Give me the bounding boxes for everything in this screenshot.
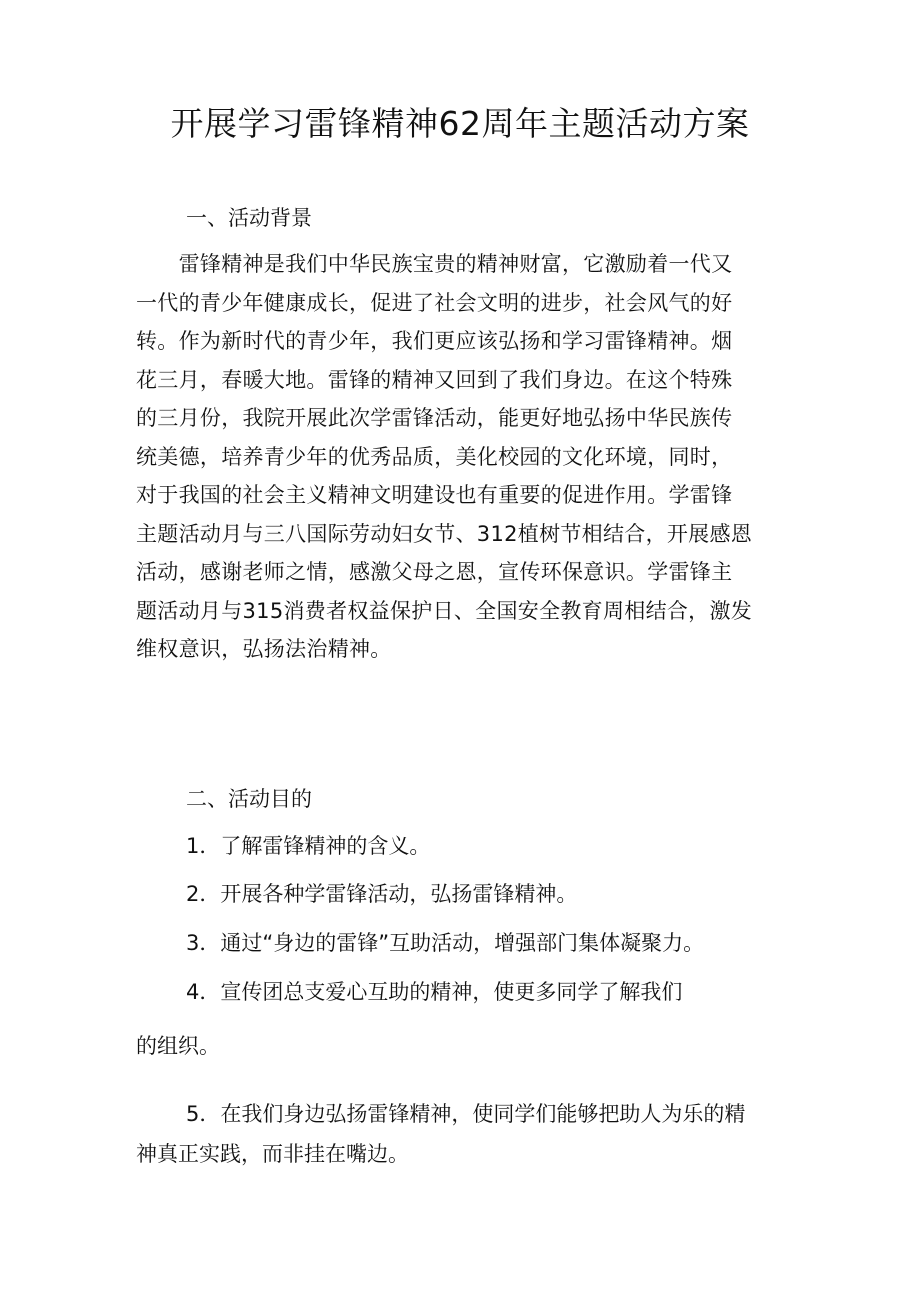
paragraph-line: 维权意识，弘扬法治精神。 xyxy=(136,637,392,661)
paragraph-line: 一代的青少年健康成长，促进了社会文明的进步，社会风气的好 xyxy=(136,290,733,315)
paragraph-line: 雷锋精神是我们中华民族宝贵的精神财富，它激励着一代又 xyxy=(136,252,733,276)
purpose-item-3: 3．通过“身边的雷锋”互助活动，增强部门集体凝聚力。 xyxy=(186,931,705,955)
paragraph-line: 统美德，培养青少年的优秀品质，美化校园的文化环境，同时， xyxy=(136,444,733,469)
paragraph-line: 的三月份，我院开展此次学雷锋活动，能更好地弘扬中华民族传 xyxy=(136,406,733,430)
purpose-item-1: 1．了解雷锋精神的含义。 xyxy=(186,834,431,858)
section-heading-purpose: 二、活动目的 xyxy=(186,787,312,811)
section-heading-background: 一、活动背景 xyxy=(186,206,312,230)
purpose-item-5-continued: 神真正实践，而非挂在嘴边。 xyxy=(136,1142,409,1166)
paragraph-line: 转。作为新时代的青少年，我们更应该弘扬和学习雷锋精神。烟 xyxy=(136,329,733,353)
paragraph-line: 活动，感谢老师之情，感激父母之恩，宣传环保意识。学雷锋主 xyxy=(136,560,733,584)
paragraph-line: 花三月，春暖大地。雷锋的精神又回到了我们身边。在这个特殊 xyxy=(136,367,733,392)
purpose-item-4: 4．宣传团总支爱心互助的精神，使更多同学了解我们 xyxy=(186,980,683,1004)
paragraph-line: 对于我国的社会主义精神文明建设也有重要的促进作用。学雷锋 xyxy=(136,483,733,507)
purpose-item-2: 2．开展各种学雷锋活动，弘扬雷锋精神。 xyxy=(186,882,578,906)
paragraph-line: 题活动月与315消费者权益保护日、全国安全教育周相结合，激发 xyxy=(136,598,753,623)
background-paragraph xyxy=(136,245,802,669)
document-title: 开展学习雷锋精神62周年主题活动方案 xyxy=(170,104,750,143)
paragraph-line: 主题活动月与三八国际劳动妇女节、312植树节相结合，开展感恩 xyxy=(136,521,753,546)
purpose-item-4-continued: 的组织。 xyxy=(136,1034,220,1058)
purpose-item-5: 5．在我们身边弘扬雷锋精神，使同学们能够把助人为乐的精 xyxy=(186,1102,746,1126)
